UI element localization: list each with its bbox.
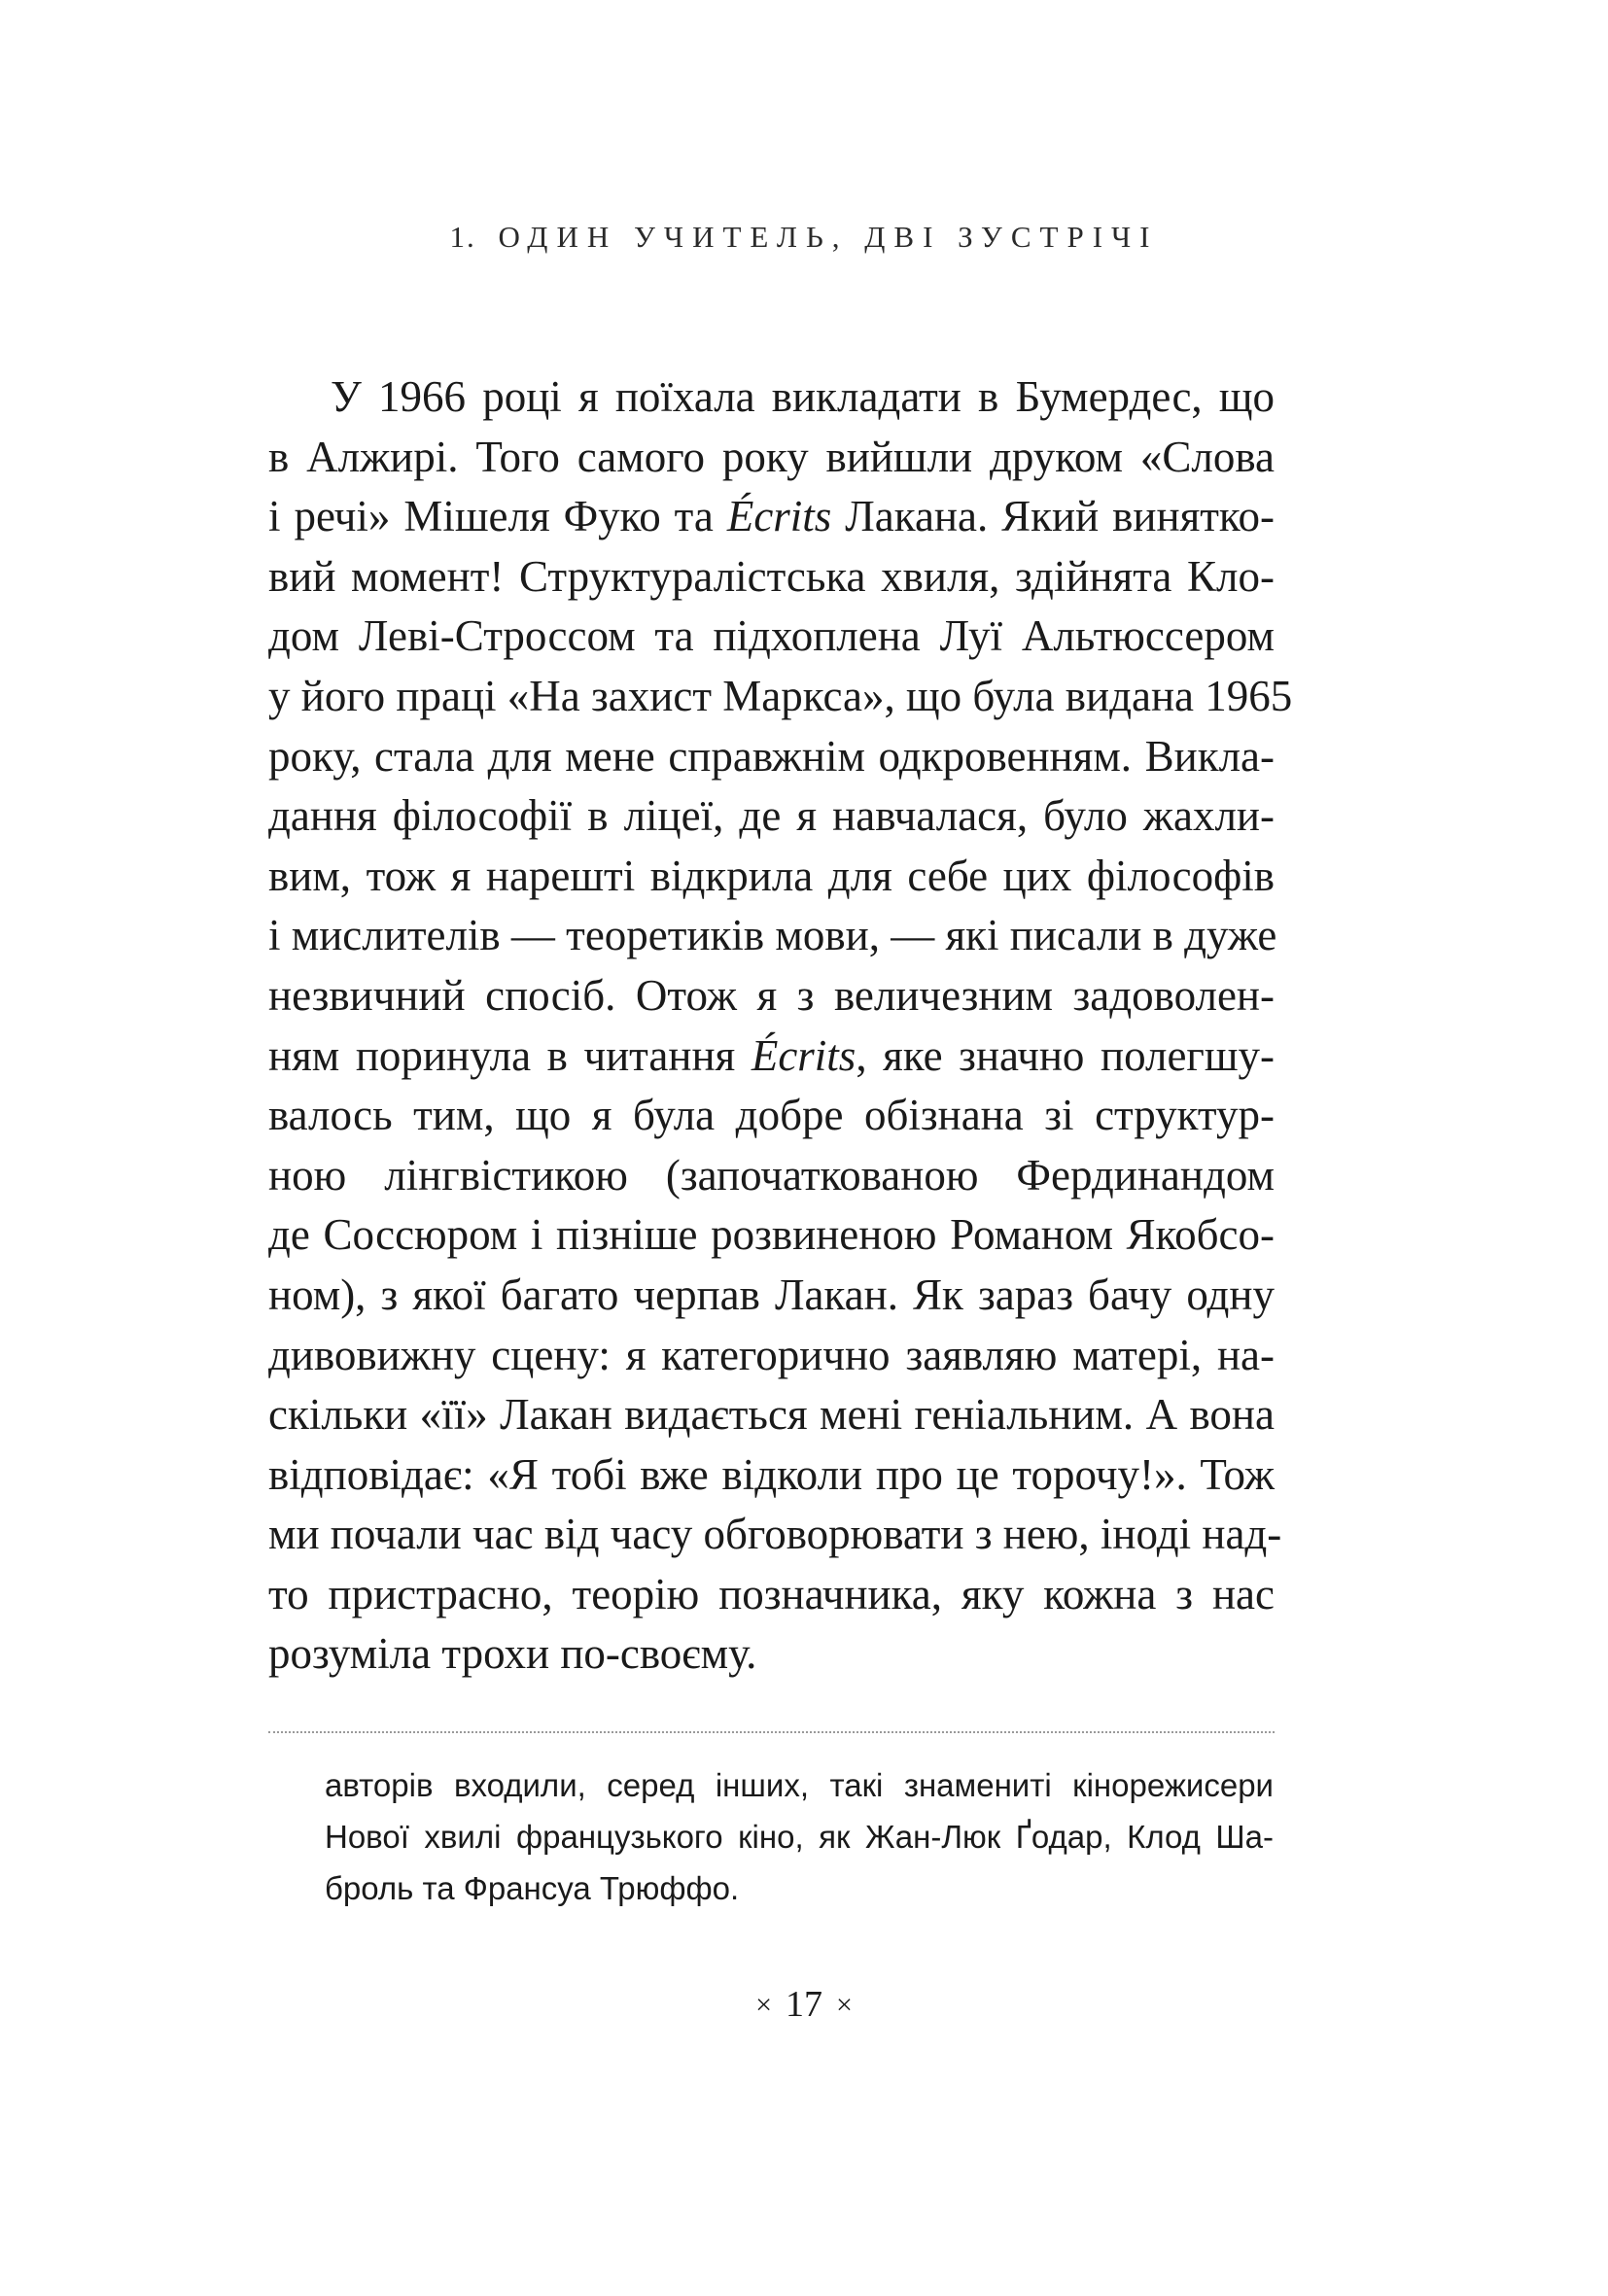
cross-ornament-icon: ×: [836, 1989, 853, 2021]
page-number-footer: [0, 1983, 1608, 2026]
text-segment: ням поринула в читання: [268, 1030, 752, 1080]
cross-ornament-icon: ×: [755, 1989, 772, 2021]
page-number: 17: [786, 1984, 822, 2025]
text-line: скільки «її» Лакан видається мені геніальним. А вона: [268, 1390, 1275, 1440]
text-line: дом Леві-Строссом та підхоплена Луї Альтюссером: [268, 611, 1275, 661]
italic-title: Écrits: [751, 1030, 856, 1080]
text-line: [268, 1026, 1275, 1087]
chapter-title: ОДИН УЧИТЕЛЬ, ДВІ ЗУСТРІЧІ: [498, 220, 1159, 254]
text-line: ми почали час від часу обговорювати з нею, іноді над-: [268, 1510, 1282, 1559]
text-line: [268, 487, 1275, 547]
text-line: розуміла трохи по-своєму.: [268, 1629, 757, 1679]
text-line: ном), з якої багато черпав Лакан. Як зараз бачу одну: [268, 1270, 1275, 1319]
text-line: в Алжирі. Того самого року вийшли друком «Слова: [268, 432, 1275, 481]
text-line: і мислителів — теоретиків мови, — які писали в дуже: [268, 911, 1277, 960]
text-line: дання філософії в ліцеї, де я навчалася, було жахли-: [268, 791, 1275, 841]
text-line: у його праці «На захист Маркса», що була видана 1965: [268, 671, 1293, 720]
text-line: вий момент! Структуралістська хвиля, здійнята Кло-: [268, 551, 1275, 601]
text-line: року, стала для мене справжнім одкровенням. Викла-: [268, 731, 1275, 781]
text-line: ною лінгвістикою (започаткованою Фердинандом: [268, 1150, 1275, 1200]
text-line: У 1966 році я поїхала викладати в Бумердес, що: [331, 372, 1275, 421]
text-line: вим, тож я нарешті відкрила для себе цих філософів: [268, 851, 1275, 900]
main-text: [268, 367, 1293, 1685]
text-line: валось тим, що я була добре обізнана зі структур-: [268, 1091, 1275, 1140]
text-segment: Лакана. Який винятко-: [831, 492, 1275, 541]
text-line: дивовижну сцену: я категорично заявляю матері, на-: [268, 1330, 1275, 1379]
text-line: відповідає: «Я тобі вже відколи про це торочу!». Тож: [268, 1449, 1275, 1499]
footnote-divider: [268, 1731, 1275, 1733]
chapter-number: 1.: [449, 220, 476, 254]
italic-title: Écrits: [726, 492, 832, 541]
text-line: незвичний спосіб. Отож я з величезним задоволен-: [268, 970, 1275, 1020]
text-line: то пристрасно, теорію позначника, яку кожна з нас: [268, 1569, 1275, 1618]
footnote-line: авторів входили, серед інших, такі знамениті кінорежисери: [325, 1767, 1274, 1803]
footnote: [325, 1759, 1274, 1914]
running-head: [0, 220, 1608, 255]
text-line: де Соссюром і пізніше розвиненою Романом Якобсо-: [268, 1210, 1275, 1260]
text-segment: і речі» Мішеля Фуко та: [268, 492, 727, 541]
footnote-line: броль та Франсуа Трюффо.: [325, 1870, 740, 1906]
footnote-line: Нової хвилі французького кіно, як Жан-Люк Ґодар, Клод Ша-: [325, 1819, 1274, 1855]
text-segment: , яке значно полегшу-: [856, 1030, 1276, 1080]
